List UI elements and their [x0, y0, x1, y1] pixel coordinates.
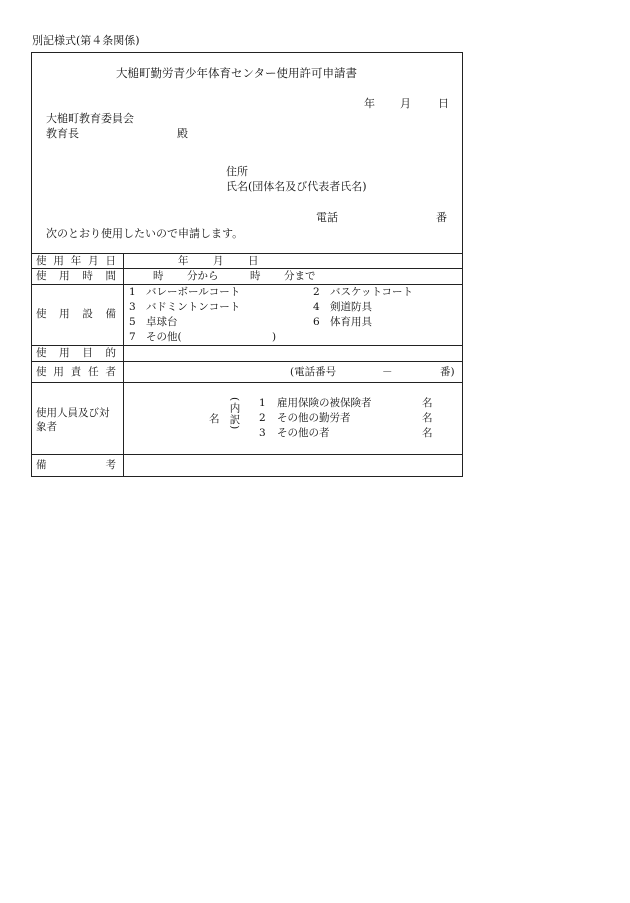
- purpose-label-text: 目: [82, 347, 93, 359]
- equipment-item-name: バドミントンコート: [146, 301, 241, 313]
- persons-item-name: 雇用保険の被保険者: [277, 397, 372, 409]
- use-time-label: [36, 271, 116, 282]
- persons-label: 使用人員及び対象者: [36, 407, 110, 433]
- equipment-item-name: 剣道防具: [330, 301, 372, 313]
- use-time-char: 間: [105, 270, 116, 282]
- equipment-item-name: その他(: [146, 331, 182, 343]
- responsible-phone-open: (電話番号: [290, 366, 337, 378]
- responsible-label-text: 者: [105, 366, 116, 378]
- persons-item-num: 1: [259, 397, 266, 409]
- equipment-item-name: バレーボールコート: [146, 286, 241, 298]
- row-divider: [31, 454, 463, 455]
- responsible-label-text: 用: [53, 366, 64, 378]
- use-date-char: 用: [53, 255, 64, 267]
- use-time-char: 時: [82, 270, 93, 282]
- equipment-label-text: 使: [36, 308, 47, 320]
- purpose-label-text: 用: [59, 347, 70, 359]
- use-date-char: 年: [70, 255, 82, 267]
- address-label: 住所: [226, 165, 248, 178]
- form-title: 大槌町勤労青少年体育センター使用許可申請書: [116, 66, 358, 80]
- use-time-hour-from: 時: [153, 270, 164, 282]
- use-date-char: 日: [105, 255, 116, 267]
- equipment-item-num: 3: [129, 301, 136, 313]
- equipment-label-text: 備: [105, 308, 116, 320]
- persons-item-num: 3: [259, 427, 266, 439]
- persons-item-num: 2: [259, 412, 266, 424]
- responsible-phone-dash: －: [382, 366, 393, 378]
- use-date-char: 使: [36, 255, 47, 267]
- equipment-item-num: 4: [313, 301, 320, 313]
- honorific: 殿: [177, 127, 188, 140]
- row-divider: [31, 345, 463, 346]
- form-label: 別記様式(第４条関係): [32, 34, 140, 47]
- remarks-label-text: 考: [105, 459, 116, 471]
- persons-item-name: その他の勤労者: [277, 412, 351, 424]
- equipment-item-num: 6: [313, 316, 320, 328]
- use-date-month: 月: [213, 255, 224, 267]
- use-time-minute-to: 分まで: [284, 270, 316, 282]
- equipment-item-name: 体育用具: [330, 316, 372, 328]
- row-divider: [31, 284, 463, 285]
- name-label: 氏名(団体名及び代表者氏名): [226, 180, 367, 193]
- phone-suffix: 番: [436, 211, 447, 224]
- persons-total-unit: 名: [209, 413, 220, 425]
- request-text: 次のとおり使用したいので申請します。: [46, 227, 244, 240]
- equipment-label-text: 用: [59, 308, 70, 320]
- use-date-char: 月: [88, 255, 99, 267]
- remarks-label: [36, 460, 116, 471]
- use-time-char: 使: [36, 270, 47, 282]
- addressee-org: 大槌町教育委員会: [46, 112, 134, 125]
- persons-item-name: その他の者: [277, 427, 330, 439]
- row-divider: [31, 382, 463, 383]
- table-top-border: [31, 253, 463, 254]
- equipment-item-name: 卓球台: [146, 316, 178, 328]
- row-divider: [31, 268, 463, 269]
- purpose-label-text: 使: [36, 347, 47, 359]
- equipment-item-num: 2: [313, 286, 320, 298]
- equipment-item-num: 5: [129, 316, 136, 328]
- phone-label: 電話: [316, 211, 338, 224]
- equipment-label-text: 設: [82, 308, 93, 320]
- use-time-char: 用: [59, 270, 70, 282]
- date-day-label: 日: [438, 97, 449, 110]
- persons-item-unit: 名: [422, 397, 433, 409]
- addressee-title: 教育長: [46, 127, 79, 140]
- use-date-day: 日: [248, 255, 259, 267]
- equipment-item-num: 7: [129, 331, 136, 343]
- persons-breakdown-label: (内訳): [228, 397, 241, 431]
- date-month-label: 月: [400, 97, 411, 110]
- row-divider: [31, 361, 463, 362]
- responsible-label-text: 責: [70, 366, 82, 378]
- equipment-item-num: 1: [129, 286, 136, 298]
- equipment-item-name: バスケットコート: [330, 286, 414, 298]
- responsible-phone-close: 番): [440, 366, 455, 378]
- responsible-label-text: 使: [36, 366, 47, 378]
- persons-item-unit: 名: [422, 427, 433, 439]
- persons-item-unit: 名: [422, 412, 433, 424]
- column-divider: [123, 253, 124, 477]
- purpose-label-text: 的: [105, 347, 116, 359]
- use-date-label: [36, 256, 116, 267]
- date-year-label: 年: [364, 97, 375, 110]
- use-date-year: 年: [178, 255, 189, 267]
- use-time-minute-from: 分から: [187, 270, 219, 282]
- responsible-label-text: 任: [88, 366, 99, 378]
- responsible-label: [36, 367, 116, 378]
- remarks-label-text: 備: [36, 459, 47, 471]
- use-time-hour-to: 時: [250, 270, 261, 282]
- equipment-label: [36, 309, 116, 320]
- purpose-label: [36, 348, 116, 359]
- equipment-other-close: ): [272, 331, 277, 343]
